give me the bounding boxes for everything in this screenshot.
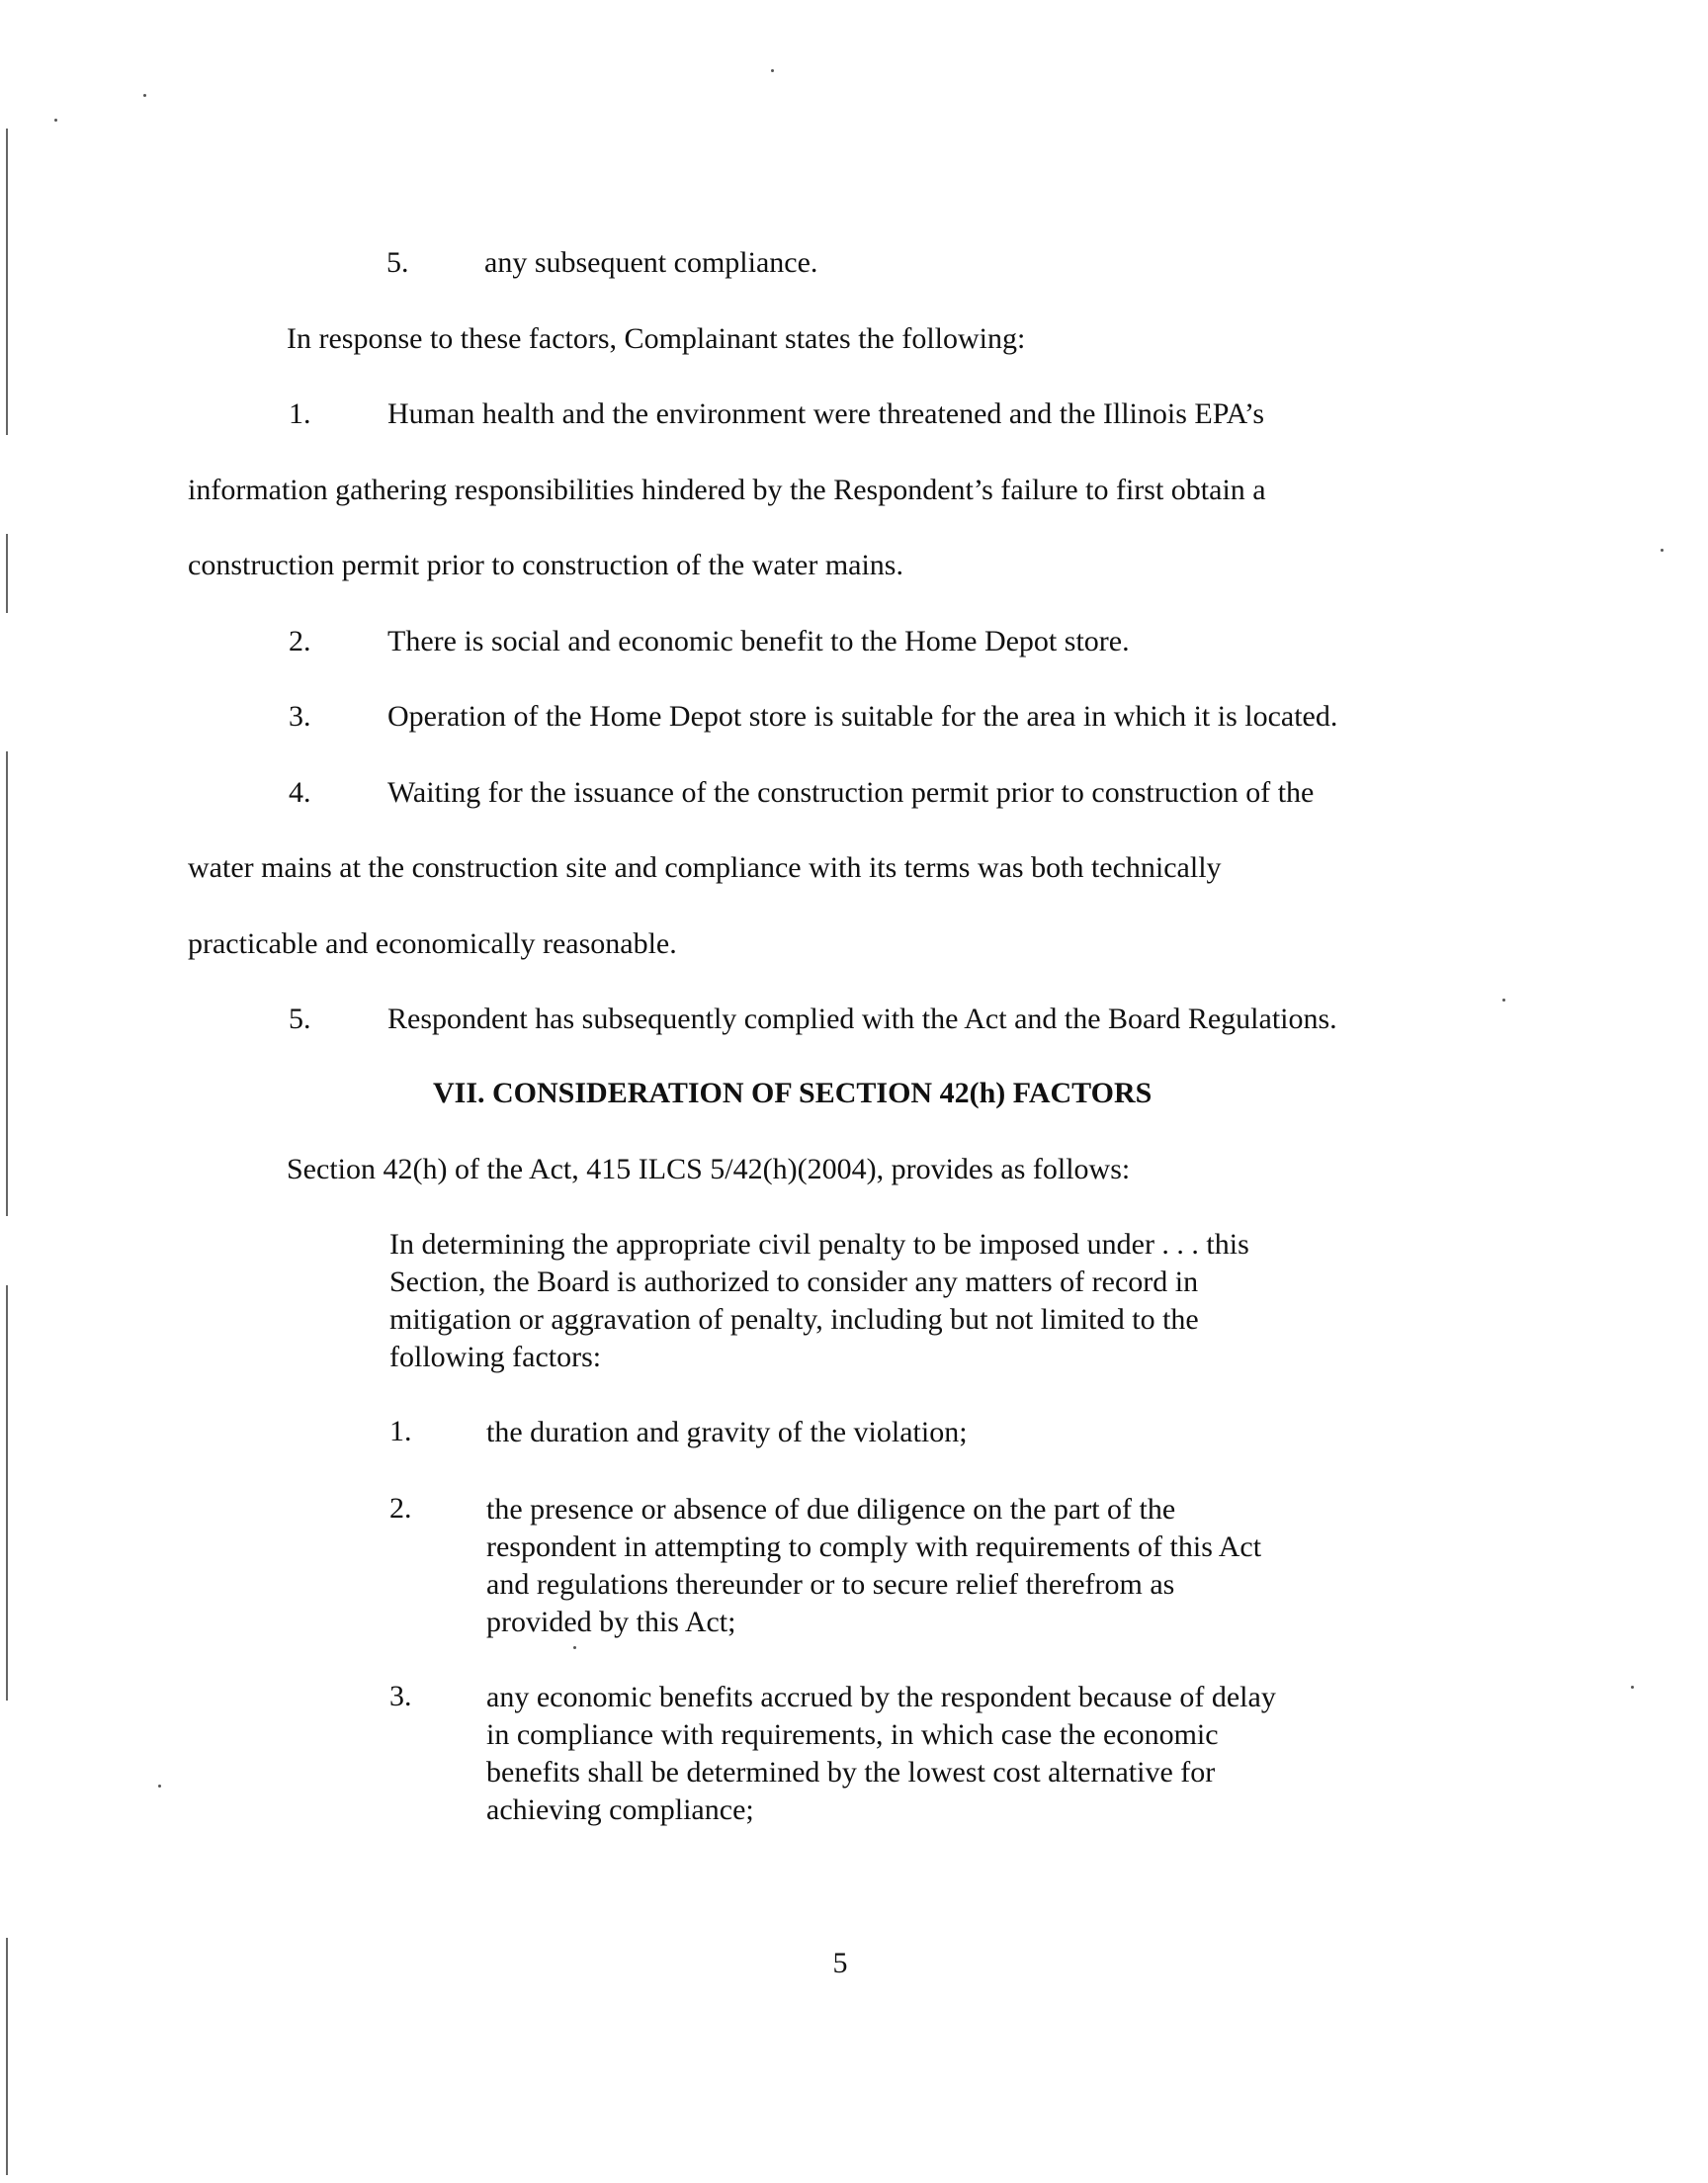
scan-speck bbox=[1661, 549, 1664, 552]
scan-edge-mark bbox=[6, 751, 8, 1216]
response-4-number: 4. bbox=[289, 776, 311, 809]
page-number: 5 bbox=[832, 1947, 848, 1979]
scan-speck bbox=[771, 69, 774, 72]
quote-line: mitigation or aggravation of penalty, including but not limited to the bbox=[389, 1303, 1199, 1336]
quote-line: Section, the Board is authorized to consider any matters of record in bbox=[389, 1266, 1199, 1298]
section-intro: Section 42(h) of the Act, 415 ILCS 5/42(h)(2004), provides as follows: bbox=[287, 1153, 1131, 1185]
factor-line: benefits shall be determined by the lowest cost alternative for bbox=[486, 1756, 1216, 1789]
block-quote bbox=[389, 1226, 1249, 1376]
scan-speck bbox=[158, 1785, 161, 1788]
scan-speck bbox=[1631, 1686, 1634, 1689]
quote-line: following factors: bbox=[389, 1341, 602, 1373]
factor-3-number: 3. bbox=[389, 1680, 412, 1712]
response-3-line-1: Operation of the Home Depot store is suitable for the area in which it is located. bbox=[387, 700, 1338, 733]
response-2-line-1: There is social and economic benefit to the Home Depot store. bbox=[387, 625, 1130, 657]
response-intro: In response to these factors, Complainant states the following: bbox=[287, 322, 1026, 355]
response-2-number: 2. bbox=[289, 625, 311, 657]
response-3-number: 3. bbox=[289, 700, 311, 733]
response-5-line-1: Respondent has subsequently complied with the Act and the Board Regulations. bbox=[387, 1003, 1337, 1035]
factor-1-text bbox=[486, 1414, 968, 1451]
response-4-line-2: water mains at the construction site and compliance with its terms was both technically bbox=[188, 851, 1222, 884]
quote-line: In determining the appropriate civil penalty to be imposed under . . . this bbox=[389, 1228, 1249, 1261]
factor-line: in compliance with requirements, in which case the economic bbox=[486, 1718, 1219, 1751]
factor-line: the duration and gravity of the violation; bbox=[486, 1416, 968, 1448]
scan-edge-mark bbox=[6, 1285, 8, 1701]
response-1-line-1: Human health and the environment were threatened and the Illinois EPA’s bbox=[387, 397, 1264, 430]
response-1-line-3: construction permit prior to construction of the water mains. bbox=[188, 549, 903, 581]
factor-line: respondent in attempting to comply with requirements of this Act bbox=[486, 1530, 1262, 1563]
factor-line: provided by this Act; bbox=[486, 1606, 736, 1638]
factor-1-number: 1. bbox=[389, 1415, 412, 1447]
factor-3-text bbox=[486, 1679, 1276, 1829]
response-1-number: 1. bbox=[289, 397, 311, 430]
response-1-line-2: information gathering responsibilities hindered by the Respondent’s failure to first obtain a bbox=[188, 474, 1266, 506]
scan-speck bbox=[143, 94, 146, 97]
scan-speck bbox=[573, 1646, 576, 1649]
response-5-number: 5. bbox=[289, 1003, 311, 1035]
scan-edge-mark bbox=[6, 129, 8, 435]
section-heading: VII. CONSIDERATION OF SECTION 42(h) FACTORS bbox=[433, 1077, 1153, 1109]
response-4-line-1: Waiting for the issuance of the construction permit prior to construction of the bbox=[387, 776, 1315, 809]
factor-line: achieving compliance; bbox=[486, 1793, 754, 1826]
response-4-line-3: practicable and economically reasonable. bbox=[188, 927, 677, 960]
intro-item-number: 5. bbox=[386, 246, 409, 279]
factor-line: any economic benefits accrued by the respondent because of delay bbox=[486, 1681, 1276, 1713]
scan-speck bbox=[54, 119, 57, 122]
factor-2-text bbox=[486, 1491, 1261, 1641]
factor-line: and regulations thereunder or to secure relief therefrom as bbox=[486, 1568, 1175, 1601]
factor-2-number: 2. bbox=[389, 1492, 412, 1525]
factor-line: the presence or absence of due diligence on the part of the bbox=[486, 1493, 1176, 1526]
intro-item-text: any subsequent compliance. bbox=[484, 246, 818, 279]
scan-speck bbox=[1502, 999, 1505, 1002]
scan-edge-mark bbox=[6, 1938, 8, 2175]
scan-edge-mark bbox=[6, 534, 8, 613]
